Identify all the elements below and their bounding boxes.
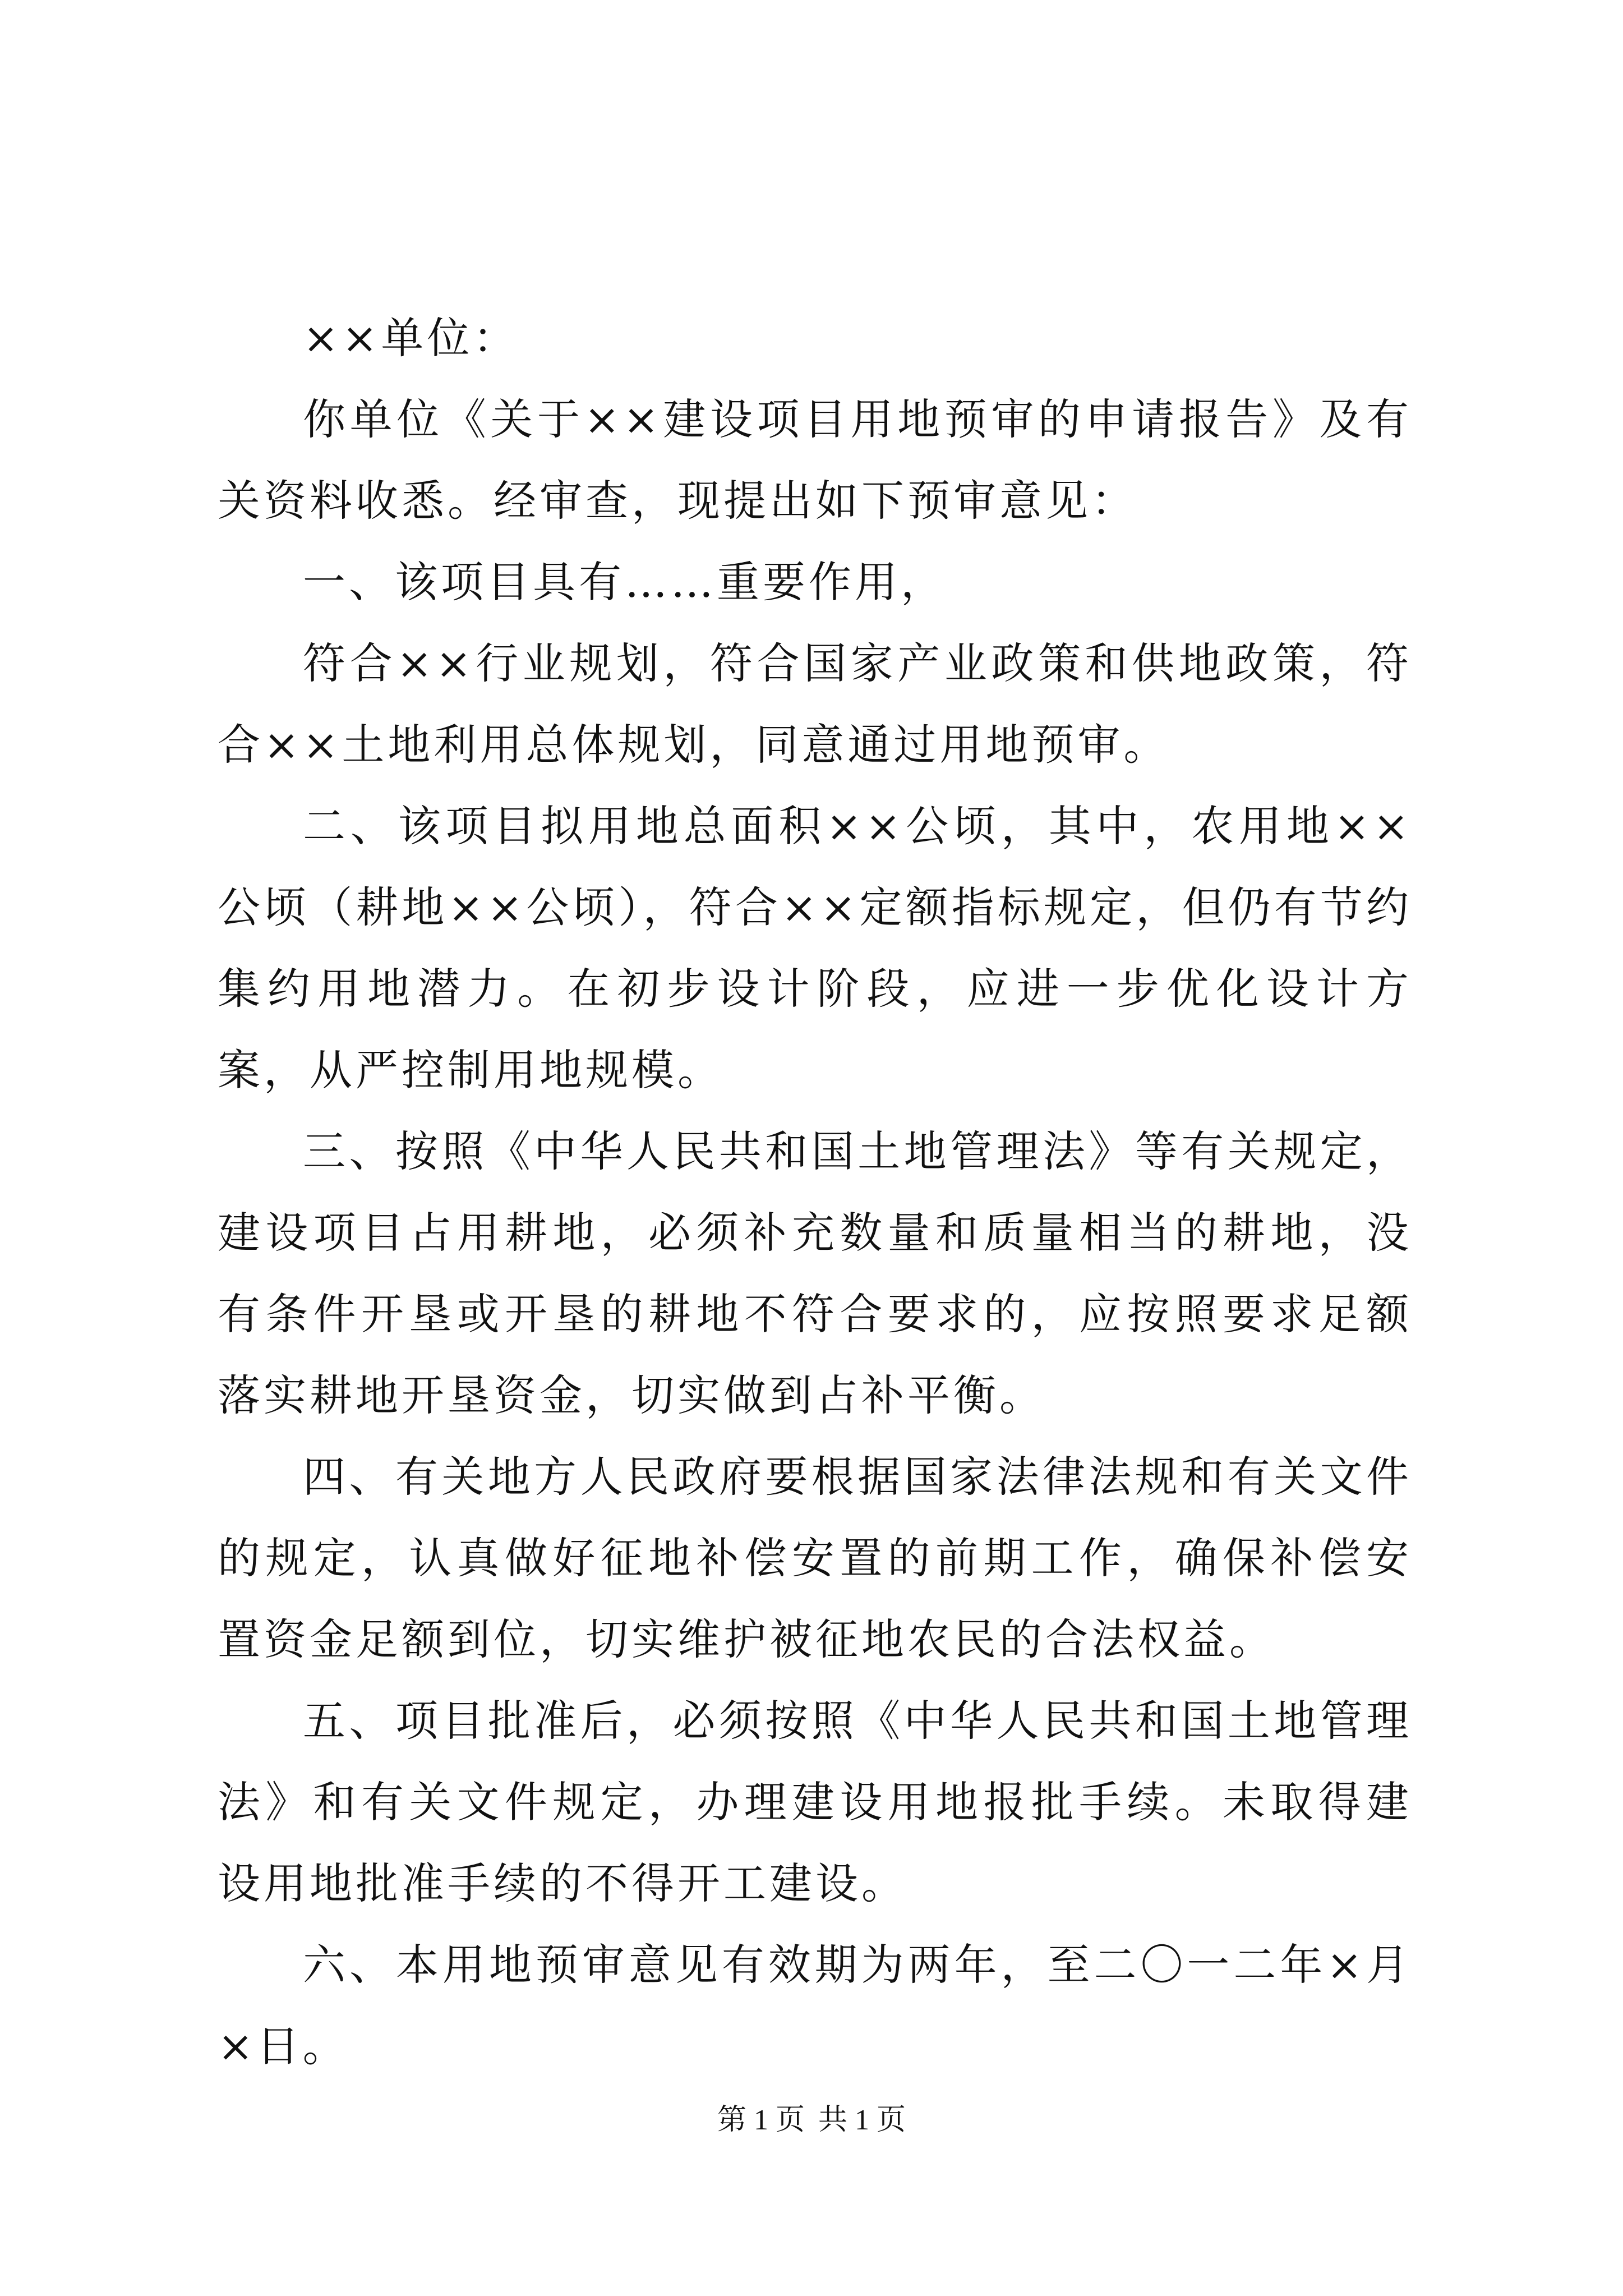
page-number: 第 1 页 <box>717 2104 805 2136</box>
paragraph-item-4: 四、有关地方人民政府要根据国家法律法规和有关文件的规定，认真做好征地补偿安置的前期工作，确保补偿安置资金足额到位，切实维护被征地农民的合法权益。 <box>218 1452 1412 1664</box>
paragraph-item-5: 五、项目批准后，必须按照《中华人民共和国土地管理法》和有关文件规定，办理建设用地报批手续。未取得建设用地批准手续的不得开工建设。 <box>218 1696 1412 1908</box>
paragraph-item-3: 三、按照《中华人民共和国土地管理法》等有关规定，建设项目占用耕地，必须补充数量和质量相当的耕地，没有条件开垦或开垦的耕地不符合要求的，应按照要求足额落实耕地开垦资金，切实做到占补平衡。 <box>218 1126 1412 1420</box>
page-footer <box>0 2101 1623 2140</box>
salutation: ××单位： <box>303 313 519 363</box>
paragraph-item-2: 二、该项目拟用地总面积××公顷，其中，农用地××公顷（耕地××公顷），符合××定额指标规定，但仍有节约集约用地潜力。在初步设计阶段，应进一步优化设计方案，从严控制用地规模。 <box>218 801 1412 1095</box>
document-body <box>218 297 1412 2087</box>
page-total: 共 1 页 <box>818 2104 906 2136</box>
paragraph-item-1-continued: 符合××行业规划，符合国家产业政策和供地政策，符合××土地利用总体规划，同意通过用地预审。 <box>218 638 1412 770</box>
paragraph-intro: 你单位《关于××建设项目用地预审的申请报告》及有关资料收悉。经审查，现提出如下预审意见： <box>218 394 1412 526</box>
paragraph-item-1: 一、该项目具有……重要作用， <box>303 557 947 607</box>
paragraph-item-6: 六、本用地预审意见有效期为两年，至二〇一二年×月×日。 <box>218 1940 1412 2071</box>
